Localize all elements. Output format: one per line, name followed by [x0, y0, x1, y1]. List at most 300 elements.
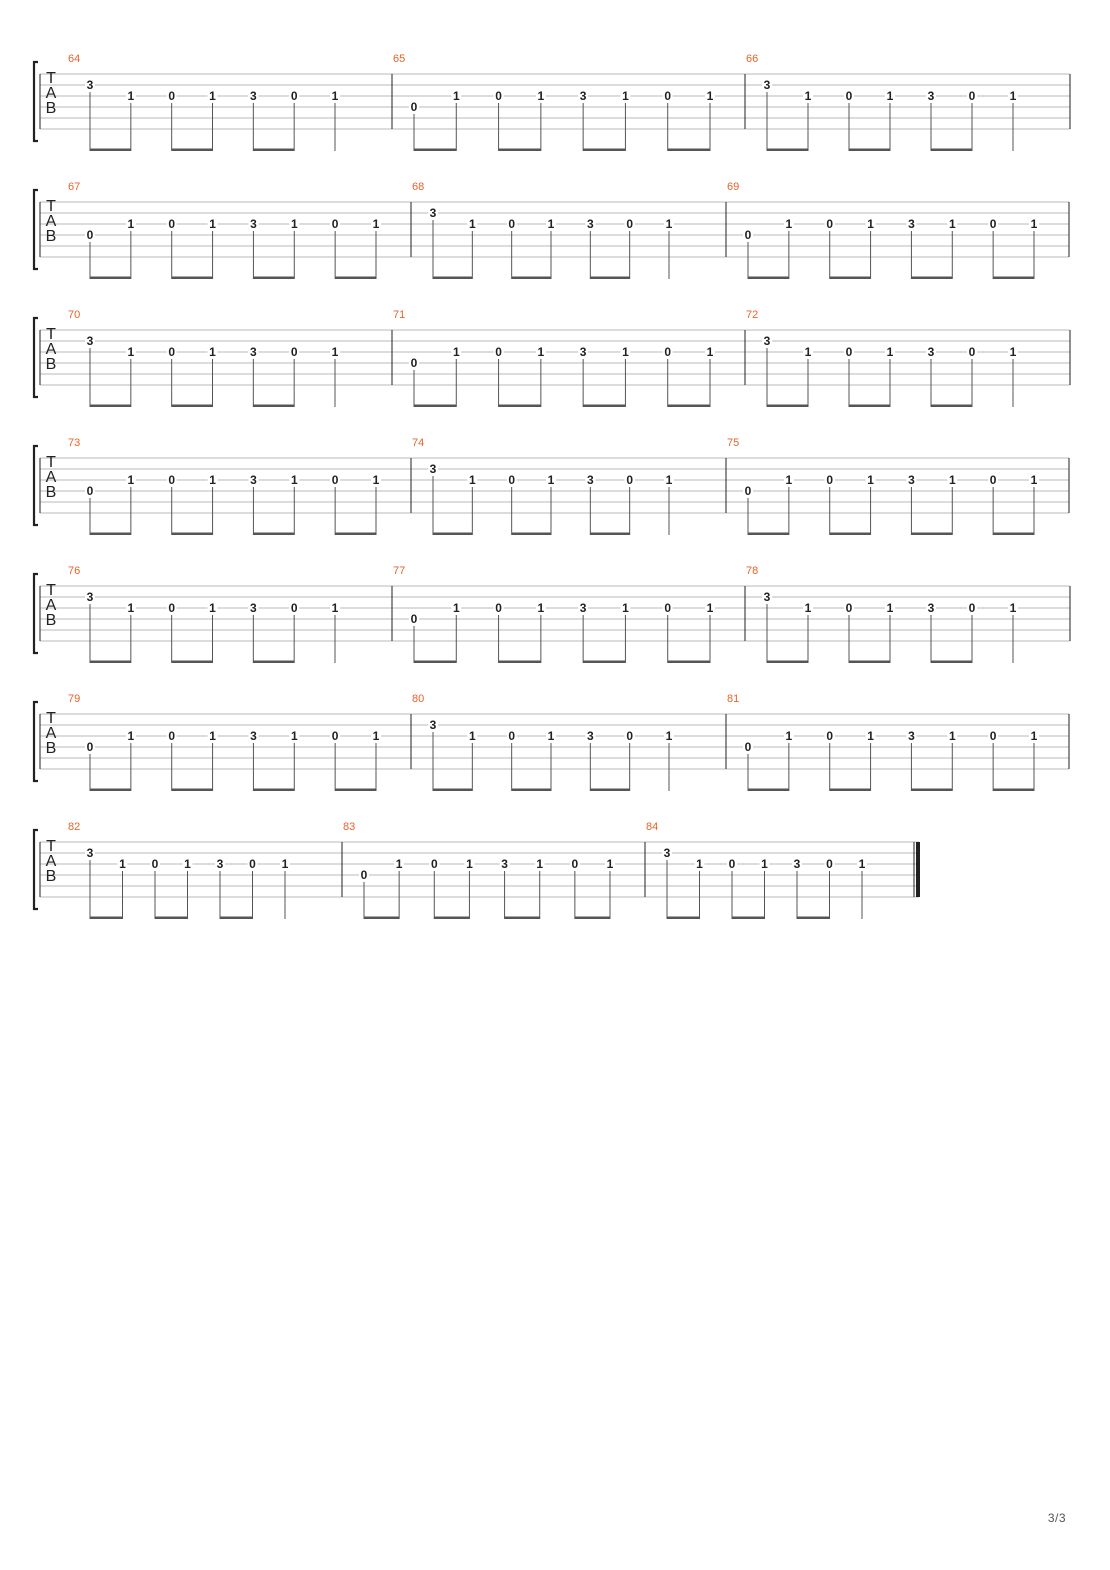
- fret-number: 1: [468, 473, 476, 487]
- fret-number: 1: [331, 89, 339, 103]
- fret-number: 1: [1009, 601, 1017, 615]
- eighth-beam: [433, 533, 472, 536]
- fret-number: 1: [290, 217, 298, 231]
- fret-number: 3: [908, 217, 915, 231]
- fret-number: 3: [763, 78, 771, 92]
- fret-number: 0: [626, 473, 634, 487]
- fret-number: 1: [452, 89, 460, 103]
- eighth-beam: [849, 149, 890, 152]
- fret-number: 1: [785, 217, 793, 231]
- measure: [68, 53, 392, 151]
- measure: [412, 693, 726, 791]
- fret-number: 0: [151, 857, 159, 871]
- eighth-beam: [253, 149, 294, 152]
- fret-number: 1: [1009, 345, 1017, 359]
- fret-number: 0: [664, 345, 672, 359]
- eighth-beam: [732, 917, 765, 920]
- fret-number: 0: [826, 473, 834, 487]
- fret-number: 0: [968, 345, 976, 359]
- fret-number: 3: [86, 78, 94, 92]
- fret-number: 1: [547, 473, 555, 487]
- fret-number: 1: [886, 345, 894, 359]
- fret-number: 0: [571, 857, 579, 871]
- measure-number: 72: [746, 309, 759, 321]
- fret-number: 1: [948, 473, 956, 487]
- fret-number: 1: [281, 857, 289, 871]
- fret-number: 1: [372, 473, 380, 487]
- tab-system: [34, 693, 1069, 791]
- fret-number: 3: [908, 473, 915, 487]
- measure: [746, 53, 1070, 151]
- fret-number: 0: [168, 601, 176, 615]
- eighth-beam: [414, 661, 456, 664]
- measure-number: 82: [68, 821, 81, 833]
- eighth-beam: [797, 917, 830, 920]
- fret-number: 1: [209, 729, 216, 743]
- eighth-beam: [433, 789, 472, 792]
- fret-number: 3: [86, 846, 94, 860]
- eighth-beam: [90, 533, 131, 536]
- measure-number: 68: [412, 181, 425, 193]
- eighth-beam: [993, 789, 1034, 792]
- eighth-beam: [583, 405, 625, 408]
- system-bracket: [34, 318, 38, 397]
- fret-number: 1: [452, 345, 460, 359]
- tab-clef-letter: A: [45, 85, 57, 102]
- fret-number: 3: [429, 718, 437, 732]
- system-bracket: [34, 830, 38, 909]
- fret-number: 1: [127, 89, 135, 103]
- fret-number: 1: [785, 729, 793, 743]
- eighth-beam: [90, 405, 131, 408]
- measure: [412, 181, 726, 279]
- fret-number: 0: [430, 857, 438, 871]
- eighth-beam: [172, 533, 213, 536]
- fret-number: 0: [845, 89, 853, 103]
- tab-system: [34, 181, 1069, 279]
- tab-clef-letter: A: [45, 213, 57, 230]
- fret-number: 1: [761, 857, 768, 871]
- fret-number: 1: [606, 857, 614, 871]
- fret-number: 1: [372, 217, 380, 231]
- tab-clef-letter: B: [45, 228, 57, 245]
- measure: [393, 309, 745, 407]
- eighth-beam: [433, 277, 472, 280]
- tab-clef-letter: T: [46, 454, 56, 471]
- tab-clef-letter: A: [45, 853, 57, 870]
- fret-number: 1: [1030, 729, 1038, 743]
- fret-number: 1: [858, 857, 866, 871]
- measure: [412, 437, 726, 535]
- fret-number: 1: [785, 473, 793, 487]
- fret-number: 3: [579, 601, 587, 615]
- fret-number: 1: [536, 857, 544, 871]
- fret-number: 0: [744, 228, 752, 242]
- fret-number: 0: [86, 228, 94, 242]
- measure-number: 74: [412, 437, 425, 449]
- eighth-beam: [830, 277, 871, 280]
- eighth-beam: [172, 661, 213, 664]
- fret-number: 1: [804, 601, 812, 615]
- fret-number: 0: [331, 729, 339, 743]
- measure: [343, 821, 645, 919]
- fret-number: 1: [127, 729, 135, 743]
- eighth-beam: [667, 917, 700, 920]
- fret-number: 1: [1009, 89, 1017, 103]
- fret-number: 0: [664, 89, 672, 103]
- eighth-beam: [253, 533, 294, 536]
- measure-number: 83: [343, 821, 356, 833]
- fret-number: 0: [845, 601, 853, 615]
- fret-number: 1: [706, 601, 714, 615]
- fret-number: 0: [290, 345, 298, 359]
- fret-number: 3: [927, 345, 935, 359]
- fret-number: 1: [537, 601, 545, 615]
- fret-number: 1: [804, 345, 812, 359]
- fret-number: 3: [586, 217, 594, 231]
- fret-number: 3: [908, 729, 915, 743]
- tab-clef-letter: B: [45, 356, 57, 373]
- fret-number: 0: [626, 729, 634, 743]
- system-bracket: [34, 702, 38, 781]
- tab-clef-letter: A: [45, 725, 57, 742]
- fret-number: 1: [127, 473, 135, 487]
- eighth-beam: [253, 277, 294, 280]
- fret-number: 1: [468, 217, 476, 231]
- tab-system: [34, 565, 1070, 663]
- fret-number: 3: [763, 334, 771, 348]
- eighth-beam: [155, 917, 188, 920]
- measure: [68, 181, 411, 279]
- eighth-beam: [335, 789, 376, 792]
- tab-clef-letter: A: [45, 469, 57, 486]
- fret-number: 0: [845, 345, 853, 359]
- eighth-beam: [90, 661, 131, 664]
- final-barline-thick: [916, 842, 920, 897]
- fret-number: 0: [968, 601, 976, 615]
- measure: [68, 693, 411, 791]
- eighth-beam: [505, 917, 540, 920]
- eighth-beam: [993, 533, 1034, 536]
- eighth-beam: [90, 277, 131, 280]
- fret-number: 1: [466, 857, 473, 871]
- measure: [727, 693, 1069, 791]
- eighth-beam: [767, 661, 808, 664]
- fret-number: 3: [586, 473, 594, 487]
- fret-number: 0: [86, 484, 94, 498]
- fret-number: 1: [804, 89, 812, 103]
- fret-number: 1: [886, 601, 894, 615]
- fret-number: 0: [168, 729, 176, 743]
- fret-number: 0: [826, 857, 833, 871]
- tab-clef-letter: T: [46, 710, 56, 727]
- fret-number: 0: [989, 217, 997, 231]
- measure: [746, 309, 1070, 407]
- tab-system: [34, 437, 1069, 535]
- fret-number: 1: [622, 89, 629, 103]
- fret-number: 1: [622, 601, 629, 615]
- fret-number: 1: [209, 473, 216, 487]
- fret-number: 3: [793, 857, 801, 871]
- eighth-beam: [414, 405, 456, 408]
- measure-number: 65: [393, 53, 406, 65]
- eighth-beam: [748, 533, 789, 536]
- eighth-beam: [512, 789, 551, 792]
- fret-number: 1: [665, 217, 673, 231]
- fret-number: 1: [209, 217, 216, 231]
- fret-number: 1: [1030, 473, 1038, 487]
- fret-number: 0: [360, 868, 368, 882]
- eighth-beam: [849, 661, 890, 664]
- eighth-beam: [668, 149, 710, 152]
- measure-number: 84: [646, 821, 659, 833]
- fret-number: 3: [663, 846, 671, 860]
- eighth-beam: [767, 405, 808, 408]
- fret-number: 3: [250, 473, 257, 487]
- measure-number: 67: [68, 181, 81, 193]
- fret-number: 3: [249, 345, 257, 359]
- fret-number: 1: [706, 345, 714, 359]
- fret-number: 0: [968, 89, 976, 103]
- fret-number: 3: [501, 857, 508, 871]
- fret-number: 0: [410, 100, 418, 114]
- eighth-beam: [335, 277, 376, 280]
- fret-number: 3: [927, 601, 935, 615]
- measure: [646, 821, 920, 919]
- eighth-beam: [335, 533, 376, 536]
- measure-number: 71: [393, 309, 406, 321]
- eighth-beam: [583, 149, 625, 152]
- fret-number: 0: [744, 484, 752, 498]
- page-number: 3/3: [1047, 1511, 1066, 1525]
- eighth-beam: [364, 917, 399, 920]
- system-bracket: [34, 62, 38, 141]
- fret-number: 0: [626, 217, 634, 231]
- eighth-beam: [434, 917, 469, 920]
- tab-clef-letter: T: [46, 582, 56, 599]
- fret-number: 1: [209, 601, 216, 615]
- fret-number: 1: [395, 857, 403, 871]
- fret-number: 0: [410, 356, 418, 370]
- fret-number: 0: [744, 740, 752, 754]
- eighth-beam: [172, 789, 213, 792]
- eighth-beam: [849, 405, 890, 408]
- tab-clef-letter: B: [45, 740, 57, 757]
- measure-number: 77: [393, 565, 406, 577]
- fret-number: 1: [547, 729, 555, 743]
- measure-number: 64: [68, 53, 81, 65]
- fret-number: 3: [86, 334, 94, 348]
- fret-number: 0: [508, 729, 516, 743]
- fret-number: 1: [706, 89, 714, 103]
- fret-number: 0: [86, 740, 94, 754]
- fret-number: 0: [495, 601, 502, 615]
- measure-number: 79: [68, 693, 81, 705]
- fret-number: 1: [209, 345, 216, 359]
- fret-number: 0: [508, 217, 516, 231]
- eighth-beam: [172, 277, 213, 280]
- measure-number: 66: [746, 53, 759, 65]
- fret-number: 0: [168, 473, 176, 487]
- fret-number: 1: [665, 473, 673, 487]
- system-bracket: [34, 574, 38, 653]
- fret-number: 1: [468, 729, 476, 743]
- fret-number: 0: [168, 89, 176, 103]
- fret-number: 1: [452, 601, 460, 615]
- tab-clef-letter: B: [45, 484, 57, 501]
- fret-number: 3: [250, 729, 257, 743]
- fret-number: 1: [119, 857, 126, 871]
- fret-number: 1: [331, 345, 339, 359]
- measure: [68, 565, 392, 663]
- fret-number: 0: [410, 612, 418, 626]
- fret-number: 0: [495, 89, 502, 103]
- eighth-beam: [993, 277, 1034, 280]
- fret-number: 1: [290, 473, 298, 487]
- eighth-beam: [668, 405, 710, 408]
- eighth-beam: [172, 149, 213, 152]
- fret-number: 1: [209, 89, 216, 103]
- fret-number: 3: [927, 89, 935, 103]
- eighth-beam: [931, 661, 972, 664]
- fret-number: 3: [250, 217, 257, 231]
- measure: [746, 565, 1070, 663]
- eighth-beam: [253, 405, 294, 408]
- fret-number: 3: [216, 857, 224, 871]
- tab-clef-letter: T: [46, 326, 56, 343]
- fret-number: 1: [1030, 217, 1038, 231]
- fret-number: 1: [948, 729, 956, 743]
- fret-number: 1: [867, 217, 874, 231]
- fret-number: 3: [579, 89, 587, 103]
- eighth-beam: [499, 661, 541, 664]
- measure-number: 81: [727, 693, 740, 705]
- tab-clef-letter: B: [45, 100, 57, 117]
- fret-number: 0: [331, 217, 339, 231]
- fret-number: 3: [429, 462, 437, 476]
- fret-number: 1: [665, 729, 673, 743]
- eighth-beam: [748, 277, 789, 280]
- eighth-beam: [512, 533, 551, 536]
- fret-number: 0: [826, 729, 834, 743]
- fret-number: 0: [508, 473, 516, 487]
- measure-number: 75: [727, 437, 740, 449]
- tab-clef-letter: A: [45, 341, 57, 358]
- fret-number: 0: [989, 473, 997, 487]
- eighth-beam: [830, 789, 871, 792]
- eighth-beam: [575, 917, 610, 920]
- eighth-beam: [499, 149, 541, 152]
- fret-number: 0: [664, 601, 672, 615]
- tab-system: [34, 309, 1070, 407]
- fret-number: 0: [826, 217, 834, 231]
- measure-number: 80: [412, 693, 425, 705]
- eighth-beam: [668, 661, 710, 664]
- fret-number: 0: [290, 89, 298, 103]
- fret-number: 0: [290, 601, 298, 615]
- fret-number: 1: [622, 345, 629, 359]
- eighth-beam: [767, 149, 808, 152]
- fret-number: 3: [586, 729, 594, 743]
- tab-clef-letter: T: [46, 70, 56, 87]
- measure: [393, 53, 745, 151]
- eighth-beam: [220, 917, 253, 920]
- measure: [68, 309, 392, 407]
- tab-clef-letter: T: [46, 198, 56, 215]
- eighth-beam: [830, 533, 871, 536]
- eighth-beam: [911, 533, 952, 536]
- fret-number: 1: [886, 89, 894, 103]
- fret-number: 0: [249, 857, 256, 871]
- eighth-beam: [172, 405, 213, 408]
- measure: [68, 821, 342, 919]
- fret-number: 0: [989, 729, 997, 743]
- system-bracket: [34, 446, 38, 525]
- eighth-beam: [931, 405, 972, 408]
- fret-number: 1: [127, 217, 135, 231]
- fret-number: 0: [168, 345, 176, 359]
- measure-number: 69: [727, 181, 740, 193]
- measure-number: 73: [68, 437, 81, 449]
- fret-number: 3: [86, 590, 94, 604]
- fret-number: 1: [948, 217, 956, 231]
- eighth-beam: [253, 661, 294, 664]
- fret-number: 3: [249, 89, 257, 103]
- measure: [393, 565, 745, 663]
- fret-number: 0: [168, 217, 176, 231]
- measure-number: 78: [746, 565, 759, 577]
- eighth-beam: [931, 149, 972, 152]
- eighth-beam: [512, 277, 551, 280]
- fret-number: 1: [184, 857, 191, 871]
- eighth-beam: [499, 405, 541, 408]
- eighth-beam: [90, 149, 131, 152]
- measure: [727, 437, 1069, 535]
- fret-number: 1: [127, 345, 135, 359]
- tab-clef-letter: B: [45, 612, 57, 629]
- fret-number: 3: [429, 206, 437, 220]
- fret-number: 1: [331, 601, 339, 615]
- eighth-beam: [590, 277, 629, 280]
- tab-system: [34, 821, 920, 919]
- system-bracket: [34, 190, 38, 269]
- fret-number: 3: [249, 601, 257, 615]
- fret-number: 3: [579, 345, 587, 359]
- eighth-beam: [911, 789, 952, 792]
- eighth-beam: [90, 789, 131, 792]
- fret-number: 1: [372, 729, 380, 743]
- measure: [68, 437, 411, 535]
- fret-number: 1: [867, 729, 874, 743]
- eighth-beam: [90, 917, 123, 920]
- fret-number: 1: [537, 89, 545, 103]
- fret-number: 0: [495, 345, 502, 359]
- tab-system: [34, 53, 1070, 151]
- fret-number: 1: [537, 345, 545, 359]
- fret-number: 1: [127, 601, 135, 615]
- fret-number: 3: [763, 590, 771, 604]
- measure-number: 76: [68, 565, 81, 577]
- eighth-beam: [590, 789, 629, 792]
- eighth-beam: [253, 789, 294, 792]
- fret-number: 1: [290, 729, 298, 743]
- fret-number: 1: [547, 217, 555, 231]
- tab-clef-letter: B: [45, 868, 57, 885]
- eighth-beam: [414, 149, 456, 152]
- eighth-beam: [748, 789, 789, 792]
- tab-clef-letter: A: [45, 597, 57, 614]
- fret-number: 0: [728, 857, 736, 871]
